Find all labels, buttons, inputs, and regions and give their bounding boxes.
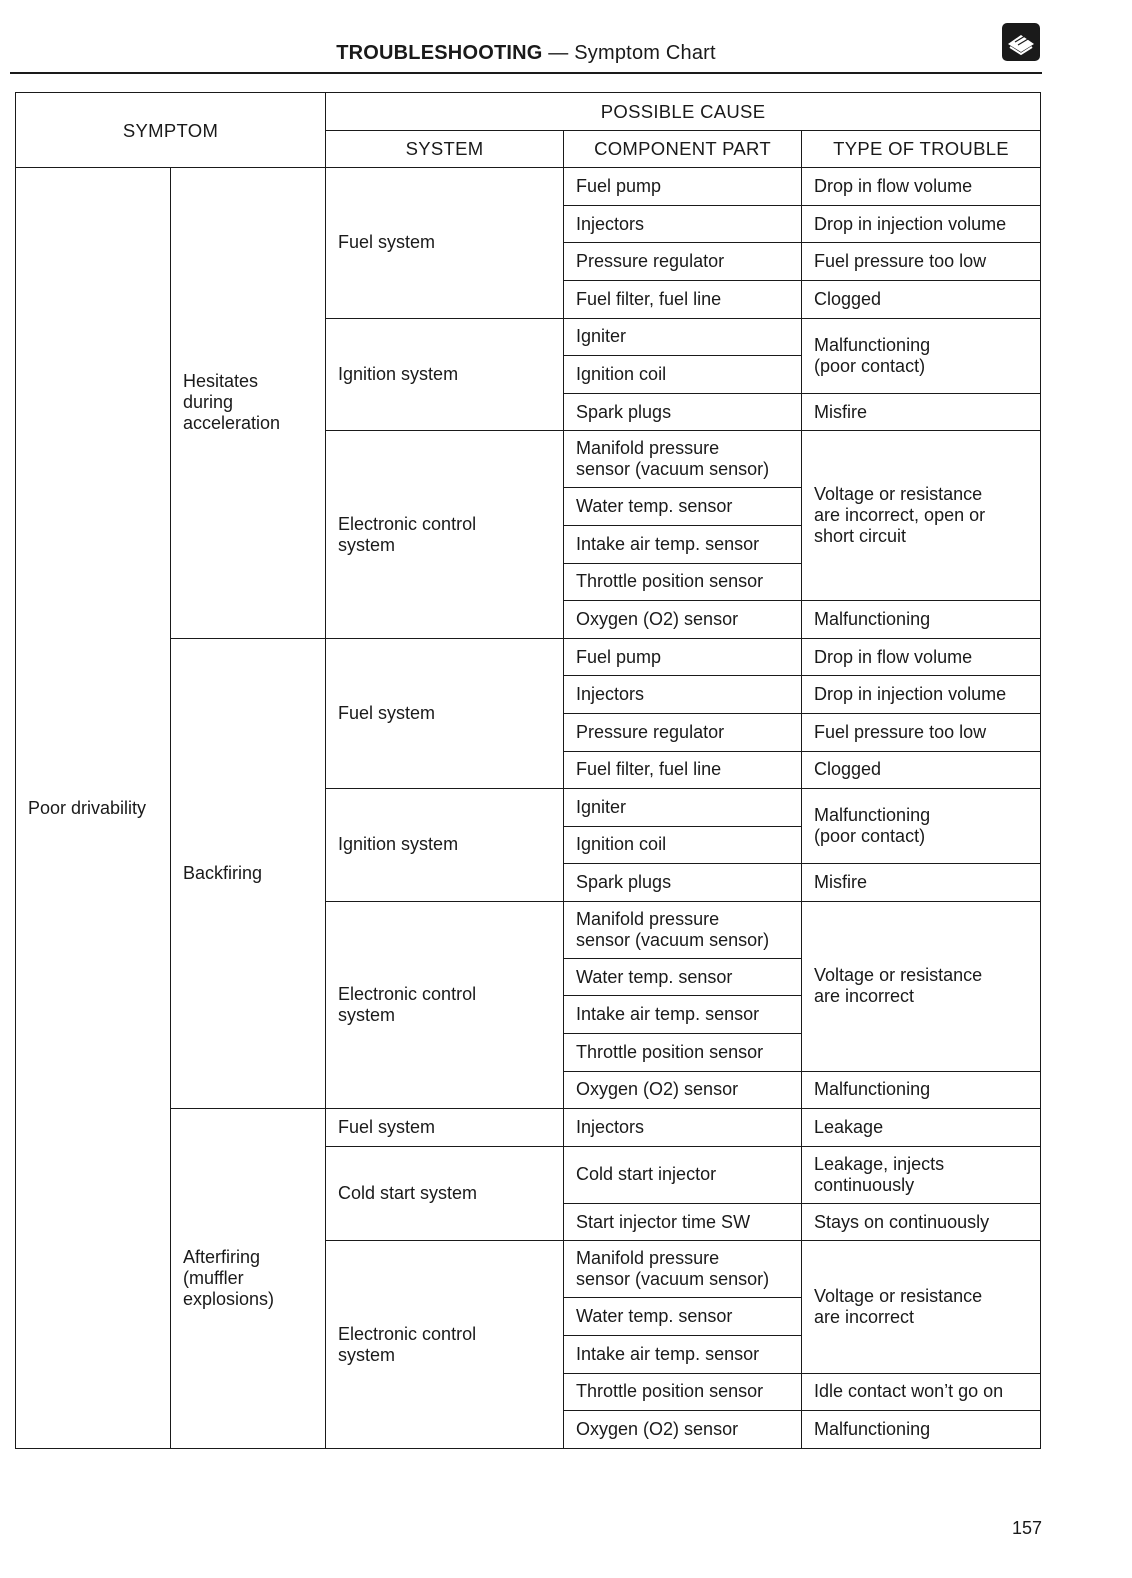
- component-part-cell: Manifold pressure sensor (vacuum sensor): [564, 431, 802, 488]
- type-of-trouble-header: TYPE OF TROUBLE: [802, 130, 1041, 168]
- component-part-cell: Water temp. sensor: [564, 958, 802, 996]
- trouble-cell: Fuel pressure too low: [802, 713, 1041, 751]
- component-part-cell: Oxygen (O2) sensor: [564, 601, 802, 639]
- system-cell: Fuel system: [326, 638, 564, 788]
- trouble-cell: Drop in injection volume: [802, 676, 1041, 714]
- component-part-cell: Intake air temp. sensor: [564, 525, 802, 563]
- component-part-cell: Water temp. sensor: [564, 488, 802, 526]
- system-cell: Cold start system: [326, 1146, 564, 1241]
- component-part-cell: Injectors: [564, 205, 802, 243]
- book-icon: [1001, 22, 1041, 62]
- component-part-cell: Oxygen (O2) sensor: [564, 1071, 802, 1109]
- trouble-cell: Clogged: [802, 751, 1041, 789]
- component-part-cell: Throttle position sensor: [564, 1373, 802, 1411]
- trouble-cell: Malfunctioning: [802, 1071, 1041, 1109]
- component-part-cell: Spark plugs: [564, 393, 802, 431]
- system-cell: Ignition system: [326, 789, 564, 902]
- component-part-cell: Igniter: [564, 318, 802, 356]
- page-header: [10, 36, 1042, 74]
- component-part-cell: Intake air temp. sensor: [564, 996, 802, 1034]
- system-header: SYSTEM: [326, 130, 564, 168]
- trouble-cell: Misfire: [802, 864, 1041, 902]
- component-part-cell: Start injector time SW: [564, 1203, 802, 1241]
- table-row: [16, 168, 1041, 206]
- component-part-cell: Fuel filter, fuel line: [564, 751, 802, 789]
- trouble-cell: Stays on continuously: [802, 1203, 1041, 1241]
- trouble-cell: Leakage, injects continuously: [802, 1146, 1041, 1203]
- component-part-cell: Fuel pump: [564, 168, 802, 206]
- component-part-cell: Throttle position sensor: [564, 563, 802, 601]
- trouble-cell: Voltage or resistance are incorrect: [802, 1241, 1041, 1373]
- component-part-cell: Pressure regulator: [564, 713, 802, 751]
- trouble-cell: Drop in injection volume: [802, 205, 1041, 243]
- symptom-header: SYMPTOM: [16, 93, 326, 168]
- chart-body: [16, 168, 1041, 1449]
- system-cell: Fuel system: [326, 1109, 564, 1147]
- trouble-cell: Misfire: [802, 393, 1041, 431]
- trouble-cell: Leakage: [802, 1109, 1041, 1147]
- trouble-cell: Idle contact won’t go on: [802, 1373, 1041, 1411]
- component-part-cell: Cold start injector: [564, 1146, 802, 1203]
- component-part-header: COMPONENT PART: [564, 130, 802, 168]
- trouble-cell: Drop in flow volume: [802, 168, 1041, 206]
- trouble-cell: Voltage or resistance are incorrect: [802, 901, 1041, 1071]
- component-part-cell: Ignition coil: [564, 356, 802, 394]
- system-cell: Electronic control system: [326, 431, 564, 638]
- component-part-cell: Fuel pump: [564, 638, 802, 676]
- component-part-cell: Manifold pressure sensor (vacuum sensor): [564, 1241, 802, 1298]
- component-part-cell: Throttle position sensor: [564, 1034, 802, 1072]
- page-title: TROUBLESHOOTING — Symptom Chart: [336, 42, 716, 64]
- page-number: 157: [1012, 1518, 1043, 1538]
- trouble-cell: Drop in flow volume: [802, 638, 1041, 676]
- possible-cause-header: POSSIBLE CAUSE: [326, 93, 1041, 131]
- component-part-cell: Injectors: [564, 676, 802, 714]
- trouble-cell: Malfunctioning (poor contact): [802, 318, 1041, 393]
- system-cell: Ignition system: [326, 318, 564, 431]
- component-part-cell: Intake air temp. sensor: [564, 1336, 802, 1374]
- trouble-cell: Fuel pressure too low: [802, 243, 1041, 281]
- sub-symptom-cell: Backfiring: [171, 638, 326, 1109]
- component-part-cell: Injectors: [564, 1109, 802, 1147]
- component-part-cell: Fuel filter, fuel line: [564, 280, 802, 318]
- trouble-cell: Malfunctioning: [802, 601, 1041, 639]
- component-part-cell: Igniter: [564, 789, 802, 827]
- component-part-cell: Water temp. sensor: [564, 1298, 802, 1336]
- system-cell: Electronic control system: [326, 901, 564, 1108]
- symptom-chart-table: [15, 92, 1041, 1449]
- trouble-cell: Clogged: [802, 280, 1041, 318]
- component-part-cell: Pressure regulator: [564, 243, 802, 281]
- trouble-cell: Malfunctioning: [802, 1411, 1041, 1449]
- component-part-cell: Spark plugs: [564, 864, 802, 902]
- component-part-cell: Oxygen (O2) sensor: [564, 1411, 802, 1449]
- trouble-cell: Voltage or resistance are incorrect, open or short circuit: [802, 431, 1041, 601]
- symptom-cell: Poor drivability: [16, 168, 171, 1449]
- sub-symptom-cell: Hesitates during acceleration: [171, 168, 326, 639]
- component-part-cell: Ignition coil: [564, 826, 802, 864]
- trouble-cell: Malfunctioning (poor contact): [802, 789, 1041, 864]
- system-cell: Electronic control system: [326, 1241, 564, 1448]
- sub-symptom-cell: Afterfiring (muffler explosions): [171, 1109, 326, 1449]
- system-cell: Fuel system: [326, 168, 564, 318]
- component-part-cell: Manifold pressure sensor (vacuum sensor): [564, 901, 802, 958]
